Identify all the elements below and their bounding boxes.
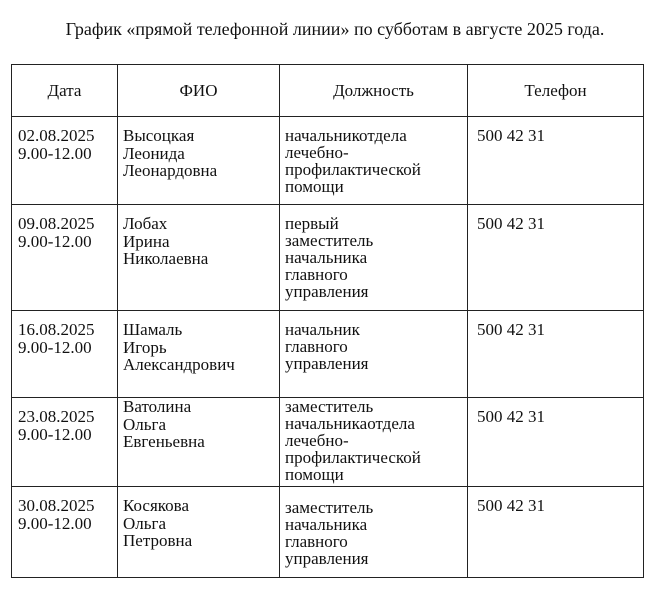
position-line: помощи xyxy=(285,465,344,484)
position-line xyxy=(285,415,463,432)
date-value: 16.08.2025 xyxy=(18,320,95,339)
position-word: отдела xyxy=(367,414,415,433)
position-line: заместитель xyxy=(285,231,374,250)
position-line: управления xyxy=(285,549,369,568)
patronymic: Леонардовна xyxy=(123,161,218,180)
phone-cell xyxy=(468,398,644,487)
position-line: главного xyxy=(285,532,348,551)
date-cell xyxy=(12,205,118,311)
position-line: начальник xyxy=(285,320,360,339)
time-value: 9.00-12.00 xyxy=(18,337,92,357)
first-name: Ольга xyxy=(123,513,167,533)
time-value: 9.00-12.00 xyxy=(18,513,92,533)
position-line: лечебно- xyxy=(285,431,349,450)
header-name: ФИО xyxy=(118,65,280,117)
patronymic: Петровна xyxy=(123,531,193,550)
table-row xyxy=(12,311,644,398)
position-word: отдела xyxy=(359,126,407,145)
patronymic: Николаевна xyxy=(123,249,209,268)
header-phone: Телефон xyxy=(468,65,644,117)
time-value: 9.00-12.00 xyxy=(18,424,92,444)
position-line: главного xyxy=(285,265,348,284)
surname: Ватолина xyxy=(123,397,192,416)
position-line: лечебно- xyxy=(285,143,349,162)
position-line: начальника xyxy=(285,515,368,534)
time-value: 9.00-12.00 xyxy=(18,143,92,163)
position-line: управления xyxy=(285,354,369,373)
date-cell xyxy=(12,311,118,398)
phone-value: 500 42 31 xyxy=(477,496,545,515)
table-row xyxy=(12,205,644,311)
phone-value: 500 42 31 xyxy=(477,320,545,339)
phone-cell xyxy=(468,117,644,205)
position-line xyxy=(285,127,463,144)
header-date: Дата xyxy=(12,65,118,117)
position-line: заместитель xyxy=(285,498,374,517)
date-cell xyxy=(12,117,118,205)
position-line: первый xyxy=(285,214,339,233)
phone-cell xyxy=(468,311,644,398)
first-name: Ольга xyxy=(123,414,167,434)
surname: Лобах xyxy=(123,214,168,233)
date-cell xyxy=(12,398,118,487)
name-cell xyxy=(118,398,280,487)
position-cell xyxy=(280,311,468,398)
first-name: Игорь xyxy=(123,337,167,357)
table-row xyxy=(12,487,644,578)
table-row xyxy=(12,398,644,487)
position-cell xyxy=(280,205,468,311)
table-row xyxy=(12,117,644,205)
position-line: помощи xyxy=(285,177,344,196)
surname: Высоцкая xyxy=(123,126,195,145)
schedule-table xyxy=(11,64,644,578)
name-cell xyxy=(118,117,280,205)
phone-cell xyxy=(468,487,644,578)
phone-value: 500 42 31 xyxy=(477,126,545,145)
position-cell xyxy=(280,398,468,487)
position-line: начальника xyxy=(285,248,368,267)
patronymic: Евгеньевна xyxy=(123,432,205,451)
first-name: Ирина xyxy=(123,231,170,251)
position-line: главного xyxy=(285,337,348,356)
name-cell xyxy=(118,311,280,398)
phone-value: 500 42 31 xyxy=(477,214,545,233)
date-value: 30.08.2025 xyxy=(18,496,95,515)
name-cell xyxy=(118,487,280,578)
patronymic: Александрович xyxy=(123,355,235,374)
first-name: Леонида xyxy=(123,143,185,163)
phone-cell xyxy=(468,205,644,311)
position-word: начальника xyxy=(285,414,368,433)
date-value: 09.08.2025 xyxy=(18,214,95,233)
date-value: 02.08.2025 xyxy=(18,126,95,145)
position-line: управления xyxy=(285,282,369,301)
table-header-row xyxy=(12,65,644,117)
position-word: начальник xyxy=(285,126,360,145)
position-line: профилактической xyxy=(285,160,421,179)
date-value: 23.08.2025 xyxy=(18,407,95,426)
position-cell xyxy=(280,487,468,578)
name-cell xyxy=(118,205,280,311)
page-title: График «прямой телефонной линии» по субботам в августе 2025 года. xyxy=(65,19,605,39)
surname: Шамаль xyxy=(123,320,183,339)
date-cell xyxy=(12,487,118,578)
position-line: профилактической xyxy=(285,448,421,467)
header-position: Должность xyxy=(280,65,468,117)
surname: Косякова xyxy=(123,496,190,515)
phone-value: 500 42 31 xyxy=(477,407,545,426)
time-value: 9.00-12.00 xyxy=(18,231,92,251)
position-line: заместитель xyxy=(285,397,374,416)
position-cell xyxy=(280,117,468,205)
